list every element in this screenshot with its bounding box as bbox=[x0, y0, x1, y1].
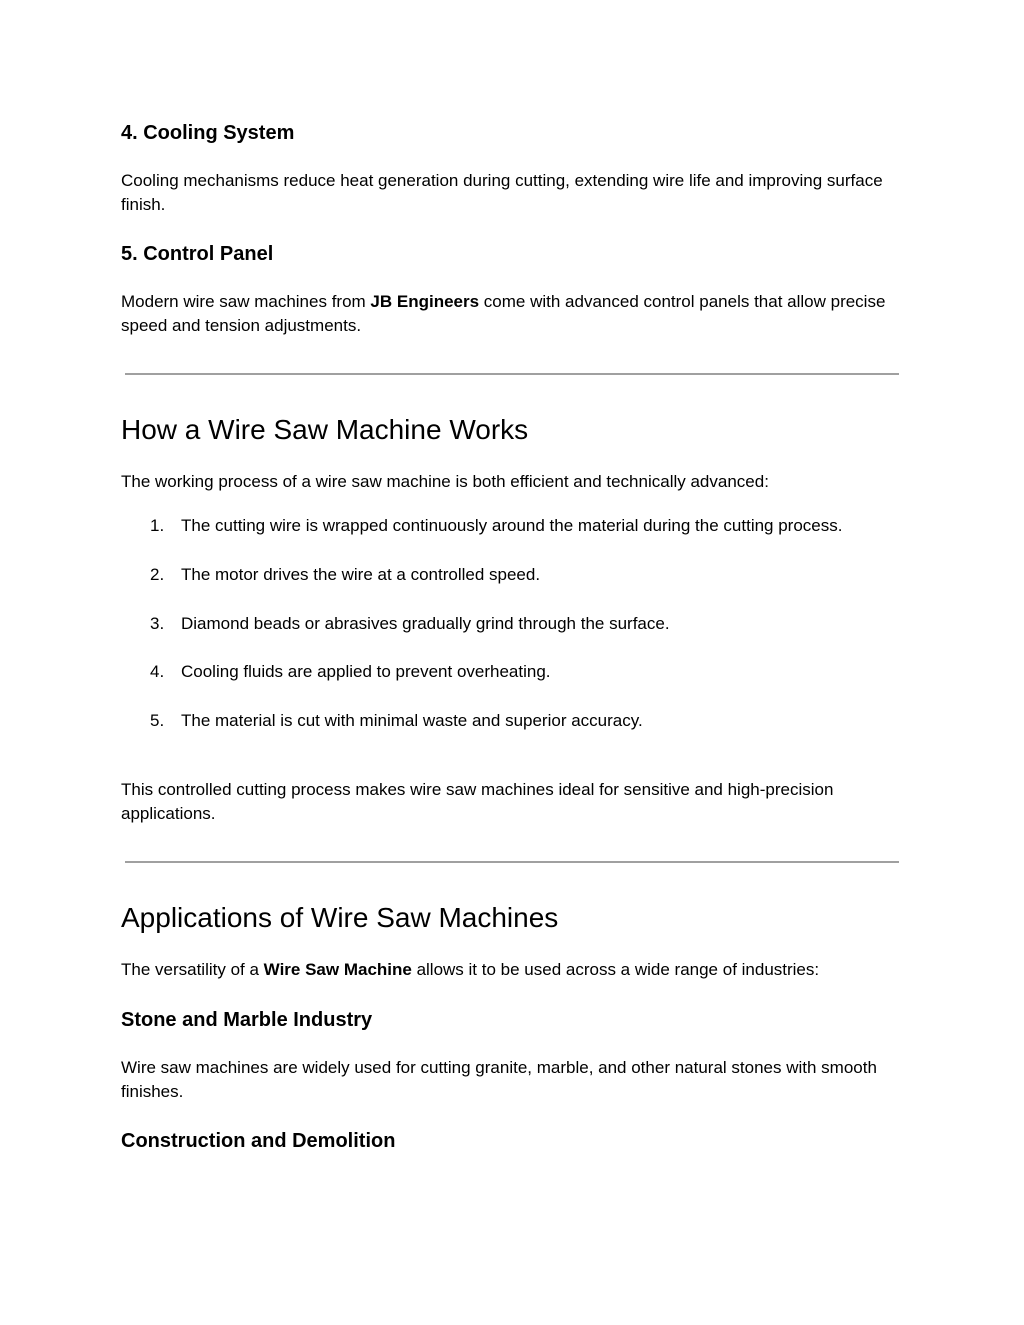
list-item bbox=[150, 565, 540, 585]
text: Modern wire saw machines from bbox=[121, 292, 371, 311]
list-number: 2. bbox=[150, 565, 165, 584]
list-text: Diamond beads or abrasives gradually grind through the surface. bbox=[181, 614, 670, 633]
list-item bbox=[150, 614, 670, 634]
paragraph-control-panel bbox=[121, 290, 911, 338]
heading-cooling-system: 4. Cooling System bbox=[121, 122, 295, 144]
list-item bbox=[150, 711, 643, 731]
list-item bbox=[150, 516, 842, 536]
list-number: 4. bbox=[150, 662, 165, 681]
list-number: 3. bbox=[150, 614, 165, 633]
list-text: The cutting wire is wrapped continuously around the material during the cutting process. bbox=[181, 516, 843, 535]
paragraph-applications-intro bbox=[121, 958, 911, 982]
text: The versatility of a bbox=[121, 960, 264, 979]
paragraph-outro: This controlled cutting process makes wire saw machines ideal for sensitive and high-precision applications. bbox=[121, 780, 834, 823]
list-item bbox=[150, 662, 551, 682]
divider bbox=[125, 861, 899, 863]
list-number: 1. bbox=[150, 516, 165, 535]
bold-text: Wire Saw Machine bbox=[263, 960, 412, 979]
divider bbox=[125, 373, 899, 375]
paragraph-cooling: Cooling mechanisms reduce heat generation during cutting, extending wire life and improving surface finish. bbox=[121, 171, 883, 214]
paragraph-intro: The working process of a wire saw machine is both efficient and technically advanced: bbox=[121, 472, 769, 491]
text: come with advanced control panels that allow precise speed and tension adjustments. bbox=[121, 292, 886, 335]
list-text: The material is cut with minimal waste and superior accuracy. bbox=[181, 711, 643, 730]
list-text: The motor drives the wire at a controlled speed. bbox=[181, 565, 541, 584]
heading-control-panel: 5. Control Panel bbox=[121, 243, 274, 265]
heading-applications: Applications of Wire Saw Machines bbox=[121, 902, 559, 933]
heading-construction: Construction and Demolition bbox=[121, 1130, 396, 1152]
text: allows it to be used across a wide range of industries: bbox=[411, 960, 820, 979]
list-number: 5. bbox=[150, 711, 165, 730]
heading-stone-marble: Stone and Marble Industry bbox=[121, 1009, 373, 1031]
list-text: Cooling fluids are applied to prevent overheating. bbox=[181, 662, 551, 681]
bold-text: JB Engineers bbox=[370, 292, 480, 311]
heading-how-it-works: How a Wire Saw Machine Works bbox=[121, 414, 529, 445]
paragraph-stone-marble: Wire saw machines are widely used for cutting granite, marble, and other natural stones with smooth finishes. bbox=[121, 1058, 877, 1101]
